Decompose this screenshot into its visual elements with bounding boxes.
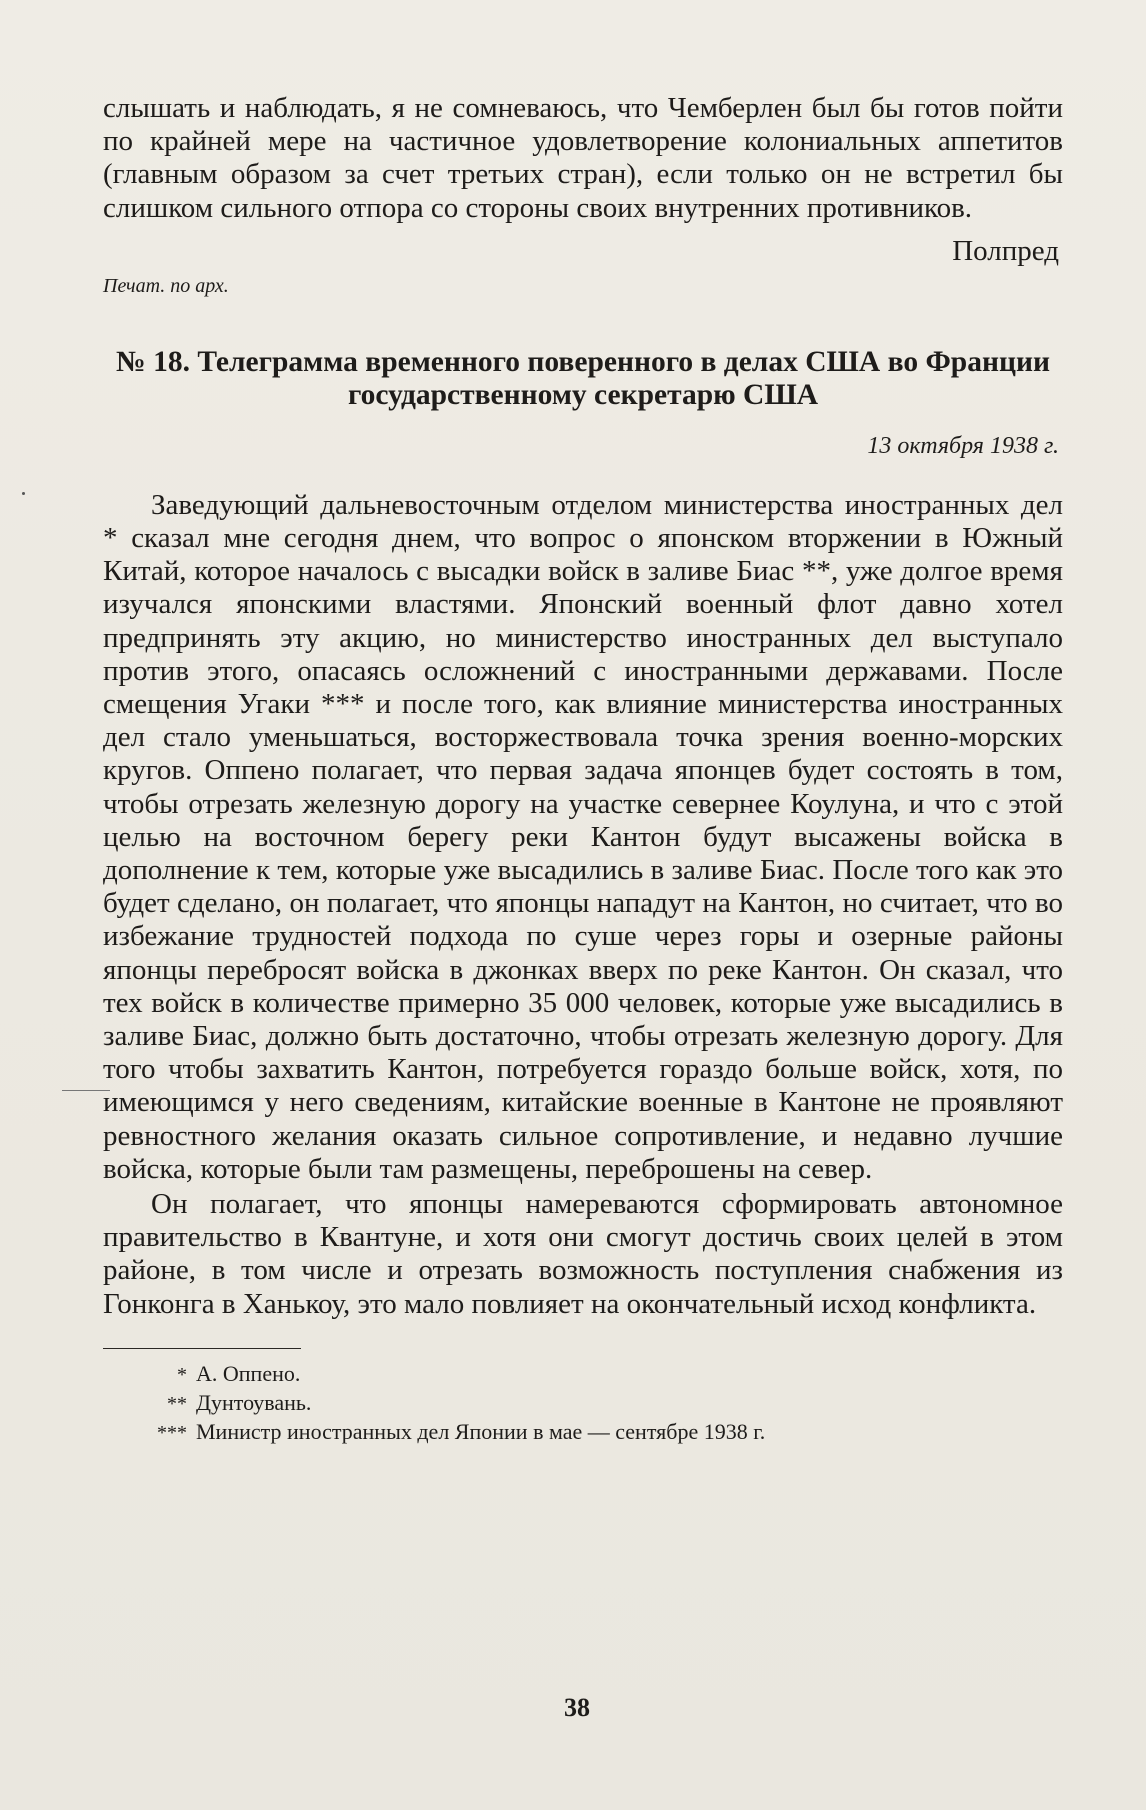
continuation-paragraph: слышать и наблюдать, я не сомневаюсь, что Чемберлен был бы готов пойти по крайней мере на частичное удовлетворение колониальных аппетитов (главным образом за счет третьих стран), если только он не встретил бы слишком сильного отпора со стороны своих внутренних противников. (103, 92, 1063, 224)
text-column (103, 92, 1063, 1447)
margin-speck (22, 492, 25, 495)
footnote-divider (103, 1348, 301, 1349)
document-date: 13 октября 1938 г. (867, 432, 1059, 459)
page-number: 38 (564, 1693, 590, 1722)
footnote-mark: *** (157, 1421, 187, 1444)
footnote-1 (103, 1360, 1063, 1389)
footnote-2 (103, 1389, 1063, 1418)
document-paragraph-1: Заведующий дальневосточным отделом министерства иностранных дел * сказал мне сегодня днем, что вопрос о японском вторжении в Южный Китай, которое началось с высадки войск в заливе Биас **, уже долгое время изучался японскими властями. Японский военный флот давно хотел предпринять эту акцию, но министерство иностранных дел выступало против этого, опасаясь осложнений с иностранными державами. После смещения Угаки *** и после того, как влияние министерства иностранных дел стало уменьшаться, восторжествовала точка зрения военно-морских кругов. Оппено полагает, что первая задача японцев будет состоять в том, чтобы отрезать железную дорогу на участке севернее Коулуна, и что с этой целью на восточном берегу реки Кантон будут высажены войска в дополнение к тем, которые уже высадились в заливе Биас. После того как это будет сделано, он полагает, что японцы нападут на Кантон, но считает, что во избежание трудностей подхода по суше через горы и озерные районы японцы перебросят войска в джонках вверх по реке Кантон. Он сказал, что тех войск в количестве примерно 35 000 человек, которые уже высадились в заливе Биас, должно быть достаточно, чтобы отрезать железную дорогу. Для того чтобы захватить Кантон, потребуется гораздо больше войск, хотя, по имеющимся у него сведениям, китайские военные в Кантоне не проявляют ревностного желания оказать сильное сопротивление, и недавно лучшие войска, которые были там размещены, переброшены на север. (103, 488, 1063, 1185)
document-paragraph-2: Он полагает, что японцы намереваются сформировать автономное правительство в Квантуне, и хотя они смогут достичь своих целей в этом районе, в том числе и отрезать возможность поступления снабжения из Гонконга в Ханькоу, это мало повлияет на окончательный исход конфликта. (103, 1188, 1063, 1320)
signature: Полпред (952, 234, 1059, 267)
footnote-text: А. Оппено. (196, 1360, 301, 1386)
footnote-text: Дунтоувань. (196, 1389, 312, 1415)
footnotes (103, 1360, 1063, 1447)
footnote-text: Министр иностранных дел Японии в мае — сентябре 1938 г. (196, 1418, 766, 1444)
footnote-mark: * (177, 1363, 187, 1386)
footnote-mark: ** (167, 1392, 187, 1415)
document-title: № 18. Телеграмма временного поверенного в делах США во Франции государственному секретарю США (116, 345, 1050, 411)
source-note: Печат. по арх. (103, 274, 229, 297)
footnote-3 (103, 1418, 1063, 1447)
